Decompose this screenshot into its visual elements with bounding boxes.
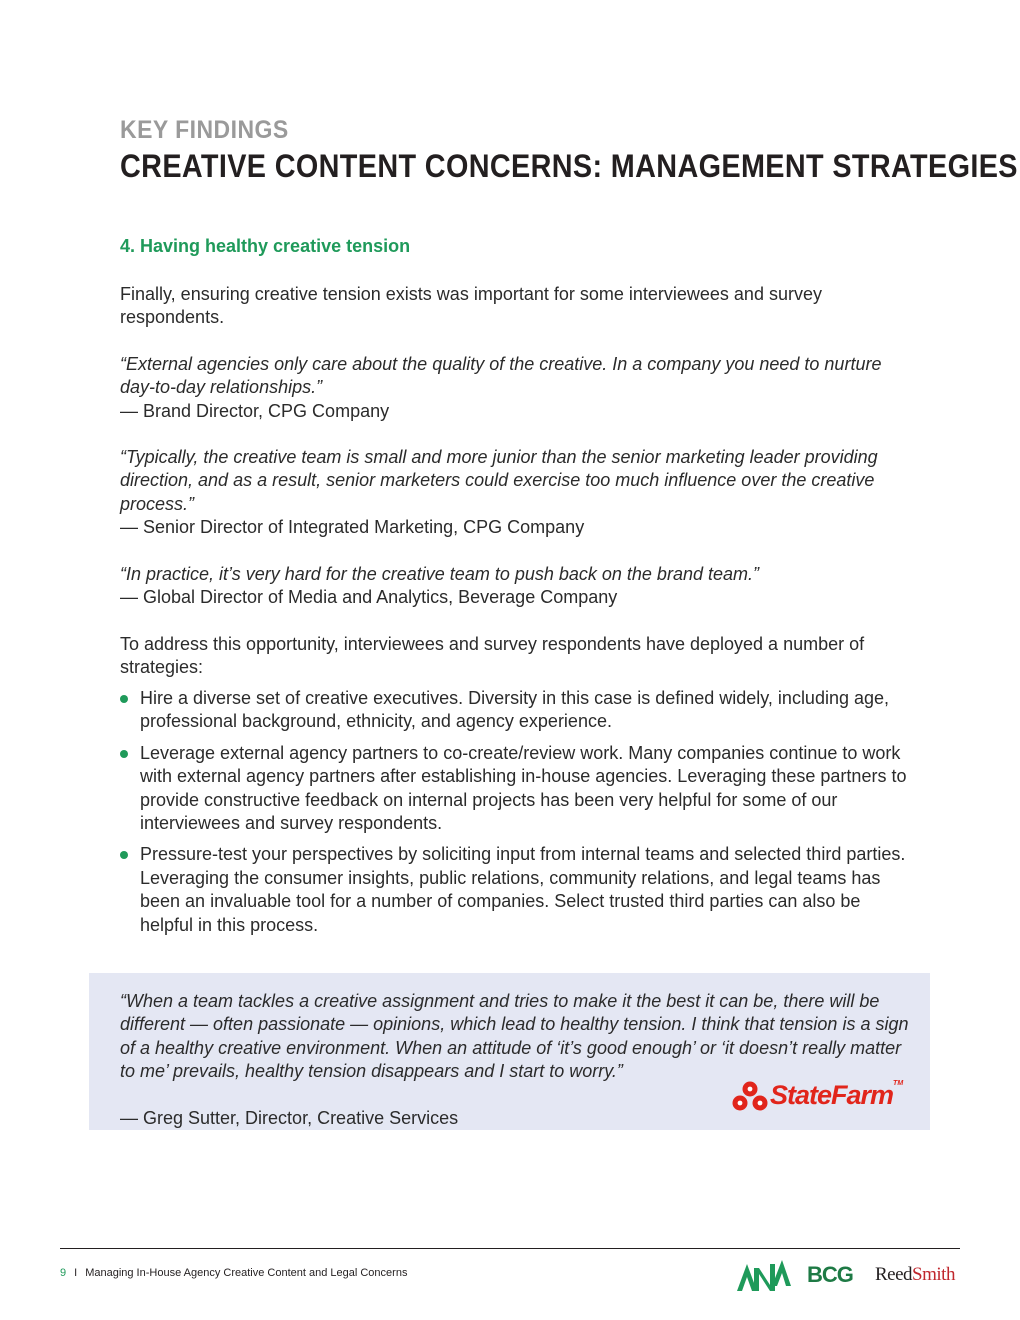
footer-caption	[60, 1267, 407, 1279]
svg-text:ANA: ANA	[737, 1258, 740, 1259]
strategies-intro: To address this opportunity, interviewees and survey respondents have deployed a number of strategies:	[120, 634, 865, 678]
quote-text: “External agencies only care about the quality of the creative. In a company you need to nurture day-to-day relationships.”	[120, 354, 882, 398]
quote-attribution: — Global Director of Media and Analytics, Beverage Company	[120, 587, 618, 608]
quote-text: “Typically, the creative team is small and more junior than the senior marketing leader providing direction, and as a result, senior marketers could exercise too much influence over the creative process.”	[120, 447, 878, 514]
footer-divider	[60, 1248, 960, 1249]
quote-block	[120, 446, 910, 540]
footer-doc-title: Managing In-House Agency Creative Content and Legal Concerns	[85, 1267, 408, 1279]
strategy-list	[120, 687, 910, 945]
statefarm-wordmark: StateFarm™	[770, 1080, 904, 1110]
list-item	[120, 843, 910, 937]
callout-attribution: — Greg Sutter, Director, Creative Services	[120, 1108, 459, 1129]
quote-attribution: — Brand Director, CPG Company	[120, 400, 390, 421]
statefarm-logo	[730, 1078, 910, 1114]
quote-text: “In practice, it’s very hard for the creative team to push back on the brand team.”	[120, 564, 759, 584]
bcg-logo: BCG	[807, 1262, 853, 1287]
list-item-text: Hire a diverse set of creative executives. Diversity in this case is defined widely, including age, professional background, ethnicity, and agency experience.	[140, 688, 890, 732]
bullet-icon	[120, 750, 128, 758]
quote-block	[120, 353, 910, 423]
bullet-icon	[120, 695, 128, 703]
bullet-icon	[120, 851, 128, 859]
list-item	[120, 687, 910, 734]
quote-block	[120, 563, 910, 610]
ana-logo	[737, 1258, 791, 1292]
subsection-heading: 4. Having healthy creative tension	[120, 236, 411, 256]
statefarm-rings-icon	[730, 1078, 770, 1114]
reedsmith-logo: ReedSmith	[875, 1264, 955, 1285]
intro-paragraph: Finally, ensuring creative tension exists was important for some interviewees and survey respondents.	[120, 284, 822, 328]
page-number: 9	[60, 1267, 67, 1279]
footer-separator: I	[74, 1267, 78, 1279]
quote-attribution: — Senior Director of Integrated Marketing, CPG Company	[120, 517, 585, 538]
list-item-text: Pressure-test your perspectives by soliciting input from internal teams and selected third parties. Leveraging the consumer insights, public relations, community relations, and legal teams has been an invaluable tool for a number of companies. Select trusted third parties can also be helpful in this process.	[140, 844, 906, 935]
list-item	[120, 742, 910, 836]
callout-box	[89, 973, 930, 1130]
callout-quote-text: “When a team tackles a creative assignment and tries to make it the best it can be, there will be different — often passionate — opinions, which lead to healthy tension. I think that tension is a sign of a healthy creative environment. When an attitude of ‘it’s good enough’ or ‘it doesn’t really matter to me’ prevails, healthy tension disappears and I start to worry.”	[120, 991, 909, 1082]
section-kicker: KEY FINDINGS	[120, 116, 289, 144]
page-title: CREATIVE CONTENT CONCERNS: MANAGEMENT STRATEGIES	[120, 148, 1018, 184]
list-item-text: Leverage external agency partners to co-create/review work. Many companies continue to work with external agency partners after establishing in-house agencies. Leveraging these partners to provide constructive feedback on internal projects has been very helpful for some of our interviewees and survey respondents.	[140, 742, 907, 834]
